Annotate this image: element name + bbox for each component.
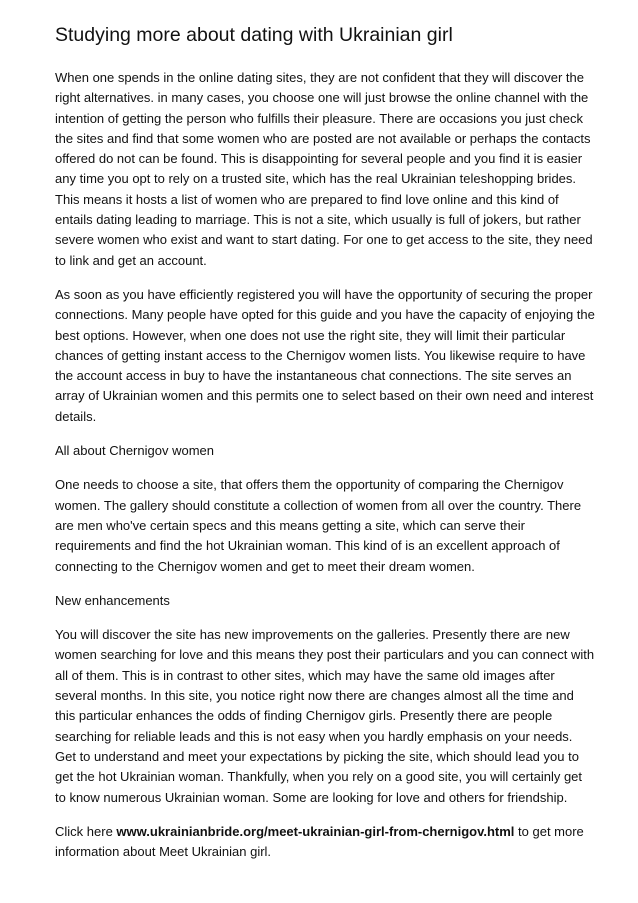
- section-heading-chernigov-women: All about Chernigov women: [55, 443, 214, 459]
- section-heading-new-enhancements: New enhancements: [55, 592, 170, 608]
- paragraph-enhancements: You will discover the site has new improvements on the galleries. Presently there are new women searching for love and this means they post their particulars and you can connect with all of them. This is in contrast to other sites, which may have the same old images after several months. In this site, you notice right now there are changes almost all the time and this particular enhances the odds of finding Chernigov girls. Presently there are people searching for reliable leads and this is not easy when you hardly emphasis on your needs. Get to understand and meet your expectations by picking the site, which should lead you to get the hot Ukrainian woman. Thankfully, when you rely on a good site, you will certainly get to know numerous Ukrainian woman. Some are looking for love and others for friendship.: [55, 627, 595, 805]
- document-title: Studying more about dating with Ukrainian girl: [55, 24, 453, 46]
- paragraph-chernigov-women: One needs to choose a site, that offers them the opportunity of comparing the Chernigov women. The gallery should constitute a collection of women from all over the country. There are men who've certain specs and this means getting a site, which can serve their requirements and find the hot Ukrainian woman. This kind of is an excellent approach of connecting to the Chernigov women and get to meet their dream women.: [55, 477, 582, 574]
- paragraph-closing: [55, 822, 595, 863]
- paragraph-intro: When one spends in the online dating sites, they are not confident that they will discover the right alternatives. in many cases, you choose one will just browse the online channel with the intention of getting the person who fulfills their pleasure. There are occasions you just check the sites and find that some women who are posted are not available or perhaps the contacts offered do not can be found. This is disappointing for several people and you find it is easier any time you opt to rely on a trusted site, which has the real Ukrainian teleshopping brides. This means it hosts a list of women who are prepared to find love online and this kind of entails dating leading to marriage. This is not a site, which usually is full of jokers, but rather severe women who exist and want to start dating. For one to get access to the site, they need to link and get an account.: [55, 70, 593, 268]
- closing-prefix: Click here: [55, 823, 117, 839]
- document-page: [55, 22, 595, 876]
- paragraph-registration: As soon as you have efficiently registered you will have the opportunity of securing the proper connections. Many people have opted for this guide and you have the capacity of enjoying the best options. However, when one does not use the right site, they will limit their particular chances of getting instant access to the Chernigov women lists. You likewise require to have the account access in buy to have the instantaneous chat connections. The site serves an array of Ukrainian women and this permits one to select based on their own need and interest details.: [55, 286, 595, 424]
- ukrainianbride-link[interactable]: www.ukrainianbride.org/meet-ukrainian-girl-from-chernigov.html: [116, 823, 515, 839]
- closing-suffix: to get more information about Meet Ukrainian girl.: [55, 823, 584, 860]
